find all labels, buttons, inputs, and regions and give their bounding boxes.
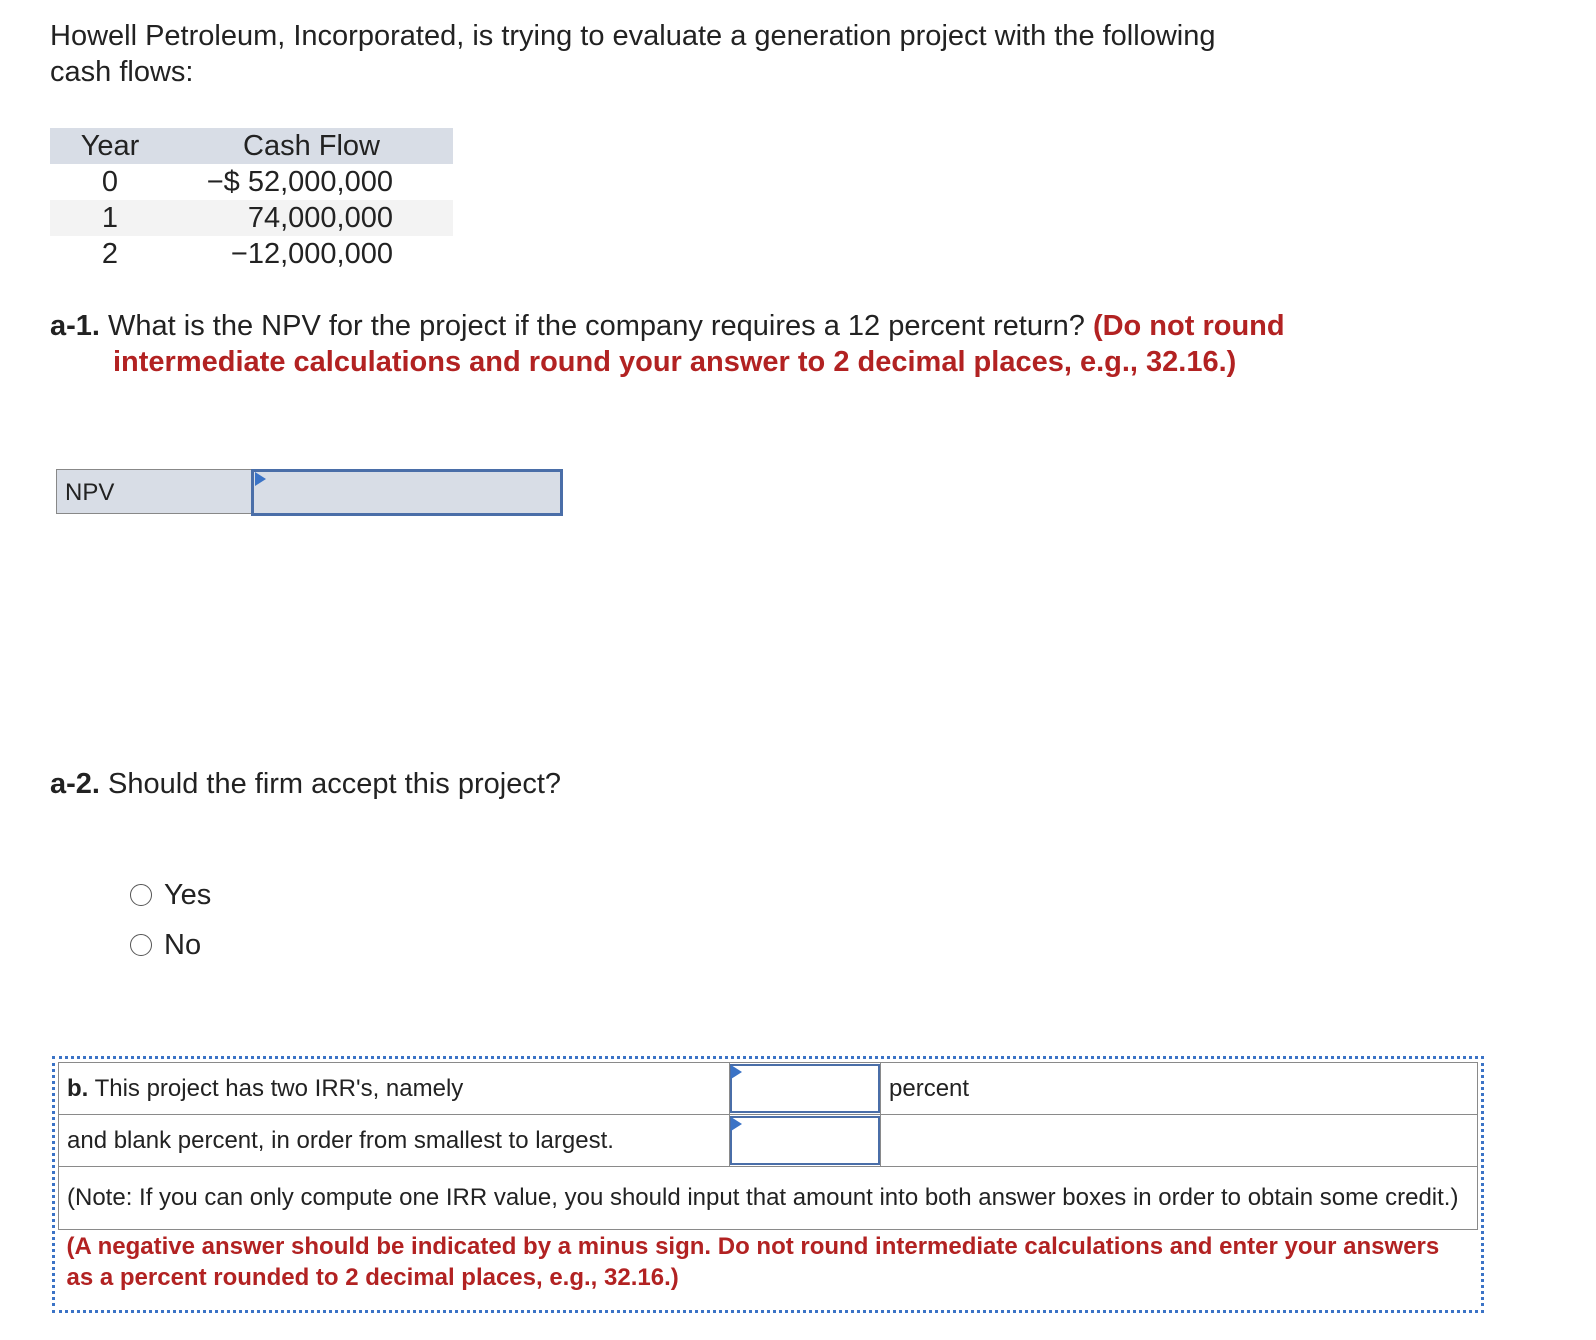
b-line2-cell: and blank percent, in order from smallest to largest. (59, 1115, 730, 1167)
radio-option-yes[interactable] (130, 870, 211, 920)
b-line1-text: This project has two IRR's, namely (94, 1074, 464, 1102)
b-note: (Note: If you can only compute one IRR value, you should input that amount into both answer boxes in order to obtain some credit.) (59, 1167, 1478, 1230)
irr2-input-wrap (730, 1116, 880, 1165)
cash-flow-table (50, 128, 453, 272)
question-number: a-1. (50, 310, 100, 342)
problem-intro: Howell Petroleum, Incorporated, is trying to evaluate a generation project with the following cash flows: (50, 20, 1216, 88)
question-number: b. (67, 1074, 89, 1102)
b-row (59, 1230, 1478, 1294)
cash-flow-header: Cash Flow (170, 128, 453, 164)
table-row (50, 200, 453, 236)
table-row (50, 164, 453, 200)
question-a1 (50, 308, 1310, 380)
input-marker-icon (731, 1117, 742, 1131)
npv-answer-row (56, 469, 563, 516)
irr1-input[interactable] (730, 1064, 880, 1113)
table-header-row (50, 128, 453, 164)
cash-flow-cell: −$ 52,000,000 (206, 165, 393, 198)
question-a2 (50, 766, 561, 802)
cash-flow-cell: −12,000,000 (230, 237, 393, 270)
irr1-input-wrap (730, 1064, 880, 1113)
question-text: Should the firm accept this project? (108, 768, 562, 800)
npv-input-wrap (252, 469, 563, 516)
year-cell: 2 (101, 237, 119, 270)
irr2-cell (730, 1115, 881, 1167)
year-header: Year (50, 128, 170, 164)
question-b-box (52, 1056, 1484, 1313)
year-cell: 1 (50, 200, 170, 236)
accept-radio-group (130, 870, 211, 970)
npv-input[interactable] (251, 469, 563, 516)
irr1-cell (730, 1063, 881, 1115)
year-cell: 0 (101, 165, 119, 198)
radio-circle-icon[interactable] (130, 934, 152, 956)
npv-label: NPV (56, 469, 252, 514)
empty-cell (881, 1115, 1478, 1167)
radio-circle-icon[interactable] (130, 884, 152, 906)
b-row (59, 1115, 1478, 1167)
question-text: What is the NPV for the project if the company requires a 12 percent return? (108, 310, 1085, 342)
unit-cell: percent (881, 1063, 1478, 1115)
input-marker-icon (731, 1065, 742, 1079)
b-row (59, 1167, 1478, 1230)
input-marker-icon (255, 472, 266, 486)
radio-label: No (164, 928, 202, 961)
radio-label: Yes (164, 878, 212, 911)
table-row (50, 236, 453, 272)
instruction-text: (Do not round intermediate calculations and round your answer to 2 decimal places, e.g., 32.16.) (113, 310, 1285, 378)
question-number: a-2. (50, 768, 100, 800)
b-instruction: (A negative answer should be indicated by a minus sign. Do not round intermediate calculations and enter your answers as a percent rounded to 2 decimal places, e.g., 32.16.) (66, 1232, 1440, 1291)
irr2-input[interactable] (730, 1116, 880, 1165)
radio-option-no[interactable] (130, 920, 211, 970)
question-b-grid (58, 1062, 1478, 1293)
b-row (59, 1063, 1478, 1115)
b-line1-cell (59, 1063, 730, 1115)
cash-flow-cell: 74,000,000 (170, 200, 453, 236)
